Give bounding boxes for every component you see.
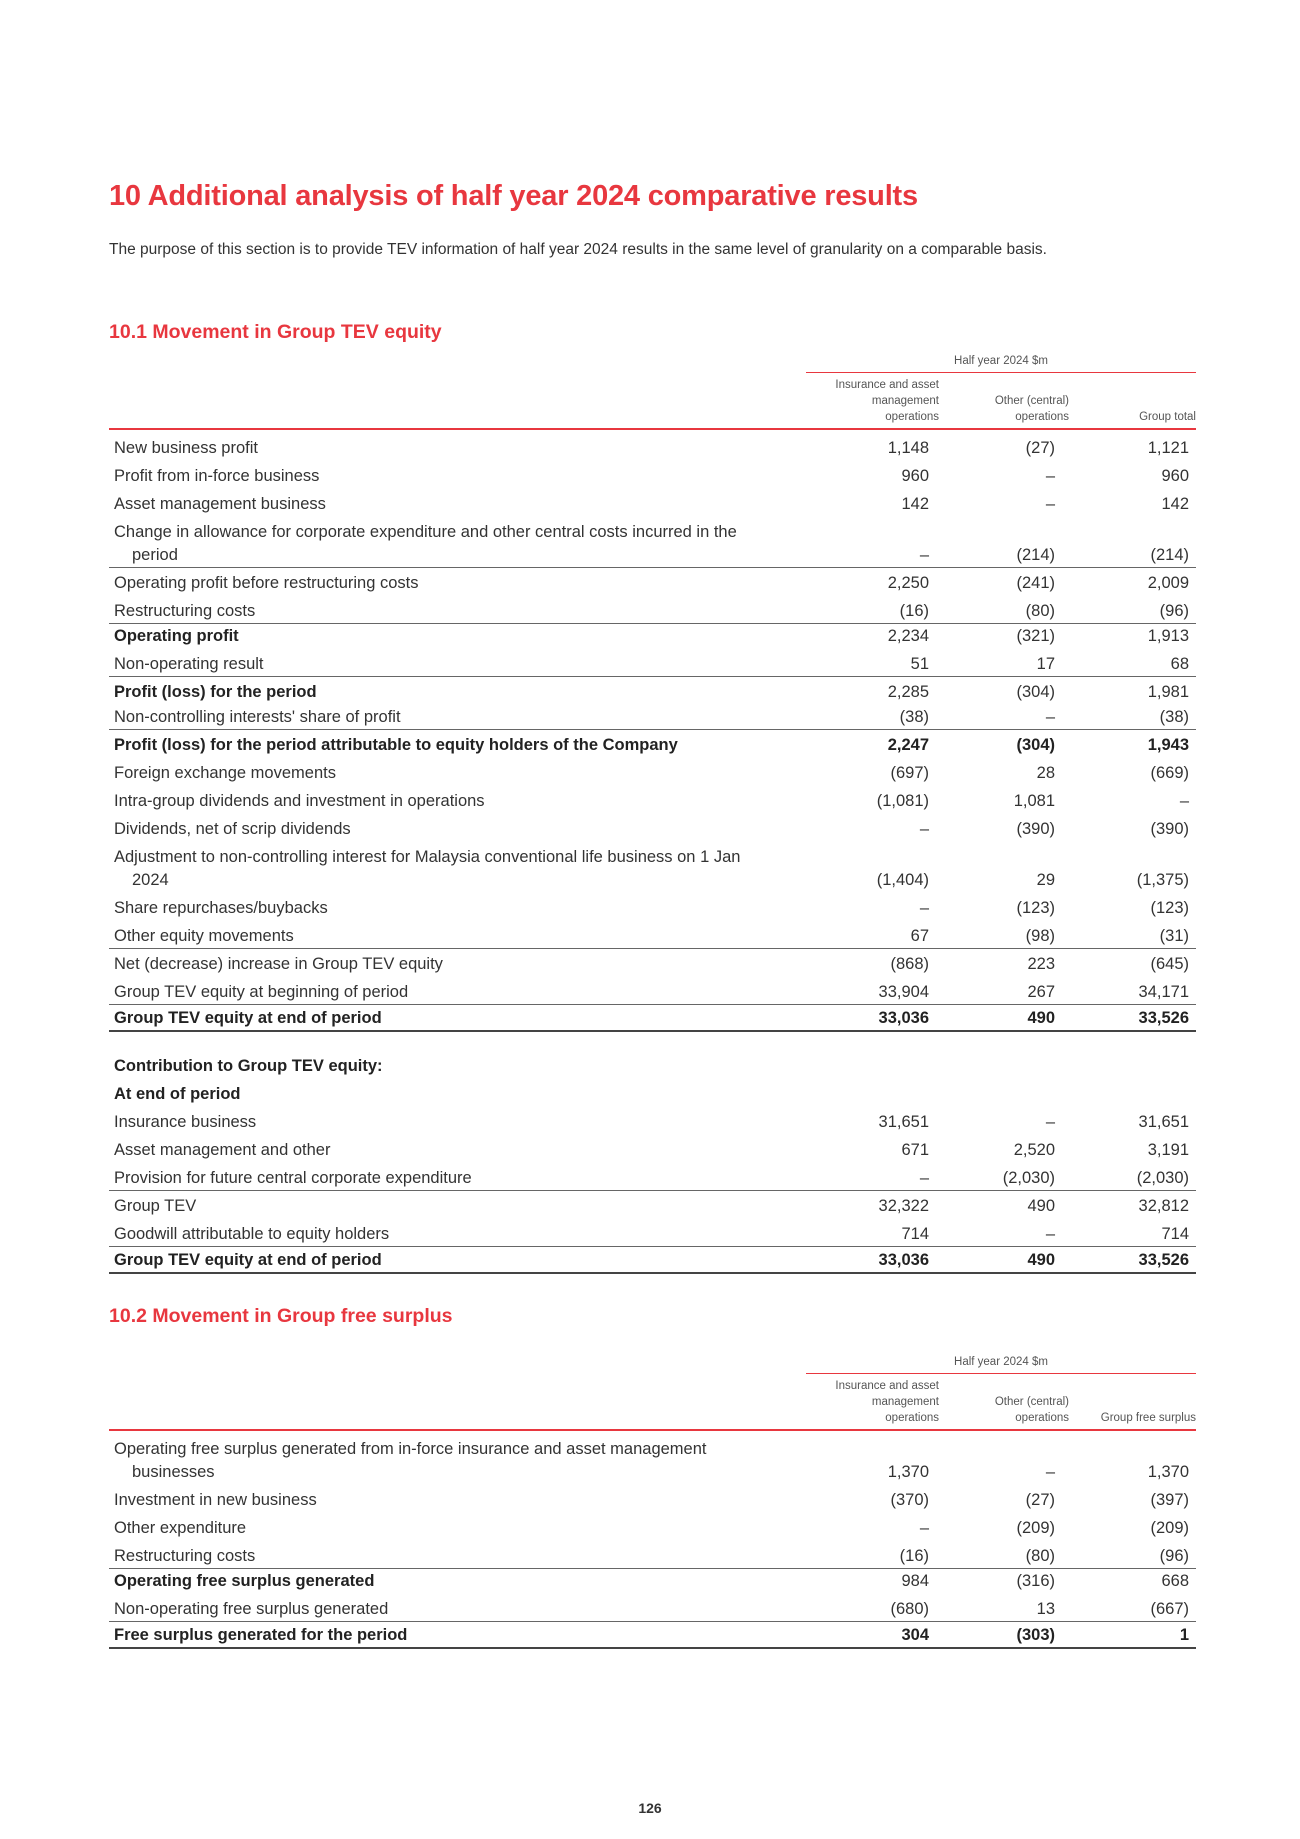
table-row: Share repurchases/buybacks – (123) (123)	[114, 899, 1189, 917]
col-header-other-central: Other (central) operations	[994, 1396, 1069, 1424]
table-row: Foreign exchange movements (697) 28 (669)	[114, 764, 1189, 782]
table-row: Group TEV equity at beginning of period 33,904 267 34,171	[114, 983, 1189, 1001]
col-header-group-free-surplus: Group free surplus	[1100, 1412, 1196, 1424]
table-row: Net (decrease) increase in Group TEV equity (868) 223 (645)	[109, 948, 1196, 976]
table-row: Group TEV 32,322 490 32,812	[109, 1190, 1196, 1218]
col-header-group-total: Group total	[1139, 411, 1196, 423]
col-header-insurance: Insurance and asset management operations	[835, 1380, 939, 1424]
table-row: Non-controlling interests' share of profit (38) – (38)	[114, 708, 1189, 726]
intro-paragraph: The purpose of this section is to provide TEV information of half year 2024 results in the same level of granularity on a comparable basis.	[109, 241, 1047, 258]
table-row: Operating profit before restructuring costs 2,250 (241) 2,009	[109, 567, 1196, 595]
table-row: Non-operating result 51 17 68	[114, 655, 1189, 673]
table-row: Group TEV equity at end of period 33,036 490 33,526	[109, 1004, 1196, 1032]
table-row: Asset management and other 671 2,520 3,191	[114, 1141, 1189, 1159]
section-title-tev-equity: 10.1 Movement in Group TEV equity	[109, 321, 442, 343]
tev-equity-rows	[109, 432, 1196, 1274]
table-row: Dividends, net of scrip dividends – (390) (390)	[114, 820, 1189, 838]
contribution-heading: Contribution to Group TEV equity:	[114, 1057, 383, 1075]
table-row: Group TEV equity at end of period 33,036 490 33,526	[109, 1246, 1196, 1274]
table-row: Goodwill attributable to equity holders 714 – 714	[114, 1225, 1189, 1243]
table-row: Profit (loss) for the period 2,285 (304) 1,981	[109, 676, 1196, 704]
period-header: Half year 2024 $m	[806, 1356, 1196, 1374]
table-row: Operating profit 2,234 (321) 1,913	[109, 623, 1196, 648]
col-header-insurance: Insurance and asset management operations	[835, 379, 939, 423]
column-headers	[109, 375, 1196, 430]
table-row: Investment in new business (370) (27) (397)	[114, 1491, 1189, 1509]
column-headers	[109, 1376, 1196, 1431]
table-row: Free surplus generated for the period 304 (303) 1	[109, 1621, 1196, 1649]
page-title: 10 Additional analysis of half year 2024 comparative results	[109, 180, 918, 212]
table-row: Profit from in-force business 960 – 960	[114, 467, 1189, 485]
table-row: Restructuring costs (16) (80) (96)	[114, 602, 1189, 620]
table-row: New business profit 1,148 (27) 1,121	[114, 439, 1189, 457]
at-end-heading: At end of period	[114, 1085, 241, 1103]
table-row: Other equity movements 67 (98) (31)	[114, 927, 1189, 945]
section-title-free-surplus: 10.2 Movement in Group free surplus	[109, 1305, 453, 1327]
table-row: Asset management business 142 – 142	[114, 495, 1189, 513]
table-row: Non-operating free surplus generated (680) 13 (667)	[114, 1600, 1189, 1618]
table-row: Profit (loss) for the period attributable to equity holders of the Company 2,247 (304) 1,943	[109, 729, 1196, 757]
period-header: Half year 2024 $m	[806, 355, 1196, 373]
table-row: Provision for future central corporate expenditure – (2,030) (2,030)	[114, 1169, 1189, 1187]
table-row: Operating free surplus generated from in-force insurance and asset management businesses 1,370 – 1,370	[114, 1440, 1189, 1481]
table-row: Operating free surplus generated 984 (316) 668	[109, 1568, 1196, 1593]
col-header-other-central: Other (central) operations	[994, 395, 1069, 423]
table-row: Insurance business 31,651 – 31,651	[114, 1113, 1189, 1131]
free-surplus-rows	[109, 1434, 1196, 1649]
table-row: Other expenditure – (209) (209)	[114, 1519, 1189, 1537]
table-row: Change in allowance for corporate expenditure and other central costs incurred in the period – (214) (214)	[114, 523, 1189, 564]
table-row: Intra-group dividends and investment in operations (1,081) 1,081 –	[114, 792, 1189, 810]
table-row: Restructuring costs (16) (80) (96)	[114, 1547, 1189, 1565]
table-row: Adjustment to non-controlling interest for Malaysia conventional life business on 1 Jan 2024 (1,404) 29 (1,375)	[114, 848, 1189, 889]
page-number: 126	[638, 1800, 662, 1816]
